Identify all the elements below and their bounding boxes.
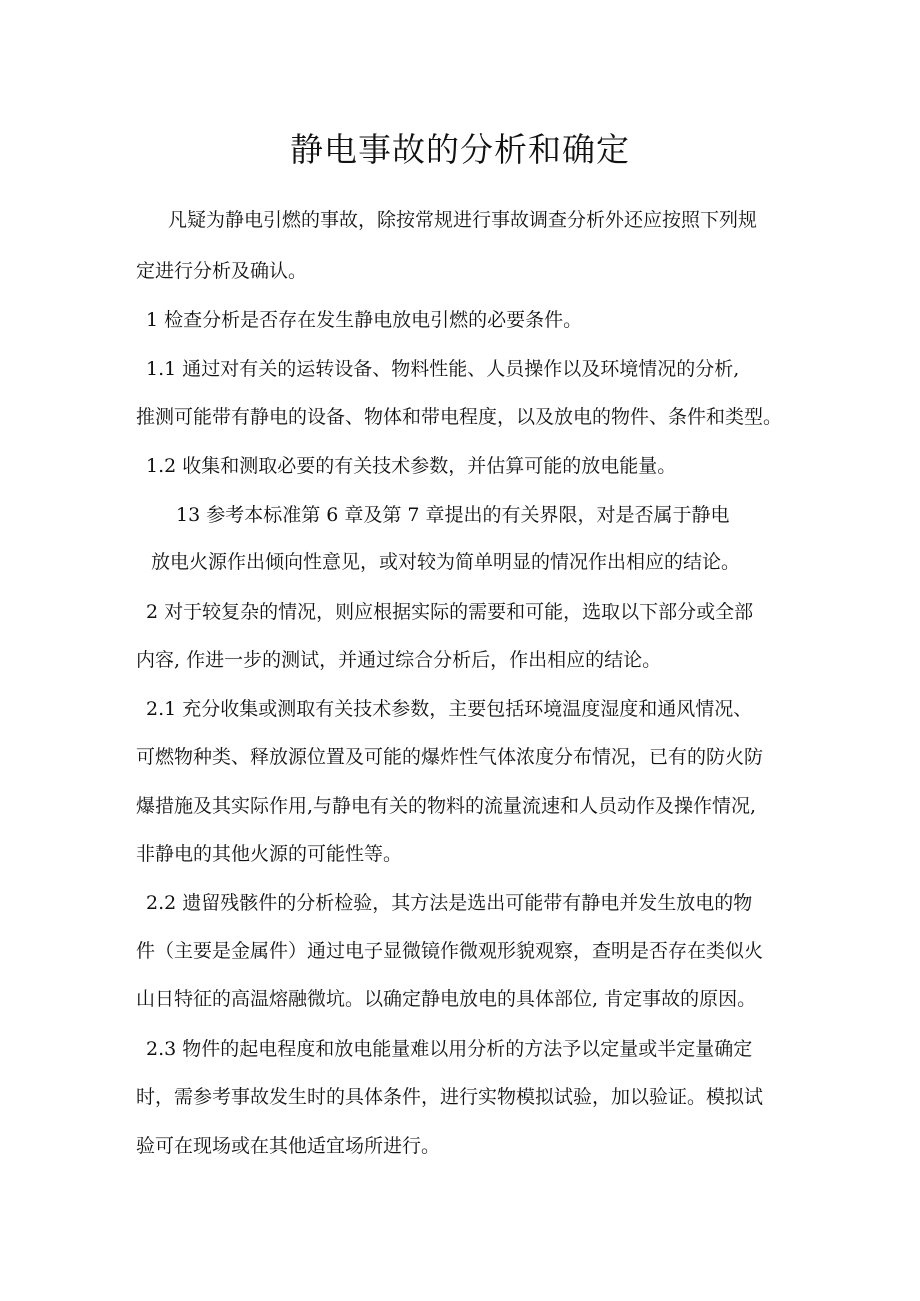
paragraph-line: 非静电的其他火源的可能性等。 [136,843,403,865]
paragraph-line: 验可在现场或在其他适宜场所进行。 [136,1135,441,1157]
page-title: 静电事故的分析和确定 [290,130,630,169]
paragraph-line: 凡疑为静电引燃的事故，除按常规进行事故调查分析外还应按照下列规 [168,209,758,231]
paragraph-line: 件（主要是金属件）通过电子显微镜作微观形貌观察，查明是否存在类似火 [136,940,764,962]
paragraph-line: 2.2 遗留残骸件的分析检验，其方法是选出可能带有静电并发生放电的物 [146,892,753,914]
paragraph-line: 山日特征的高温熔融微坑。以确定静电放电的具体部位, 肯定事故的原因。 [136,988,757,1010]
paragraph-line: 爆措施及其实际作用,与静电有关的物料的流量流速和人员动作及操作情况, [136,795,757,817]
paragraph-line: 1 检查分析是否存在发生静电放电引燃的必要条件。 [146,309,583,331]
paragraph-line: 2.3 物件的起电程度和放电能量难以用分析的方法予以定量或半定量确定 [146,1038,753,1060]
paragraph-line: 1.2 收集和测取必要的有关技术参数，并估算可能的放电能量。 [146,455,677,477]
paragraph-line: 13 参考本标准第 6 章及第 7 章提出的有关界限，对是否属于静电 [176,504,730,526]
paragraph-line: 2 对于较复杂的情况，则应根据实际的需要和可能，选取以下部分或全部 [146,601,754,623]
paragraph-line: 1.1 通过对有关的运转设备、物料性能、人员操作以及环境情况的分析, [146,358,740,380]
paragraph-line: 推测可能带有静电的设备、物体和带电程度，以及放电的物件、条件和类型。 [136,406,783,428]
paragraph-line: 定进行分析及确认。 [136,260,308,282]
paragraph-line: 2.1 充分收集或测取有关技术参数，主要包括环境温度湿度和通风情况、 [146,698,753,720]
paragraph-line: 时，需参考事故发生时的具体条件，进行实物模拟试验，加以验证。模拟试 [136,1086,764,1108]
paragraph-line: 可燃物种类、释放源位置及可能的爆炸性气体浓度分布情况，已有的防火防 [136,746,764,768]
paragraph-line: 放电火源作出倾向性意见，或对较为简单明显的情况作出相应的结论。 [151,551,741,573]
paragraph-line: 内容, 作进一步的测试，并通过综合分析后，作出相应的结论。 [136,649,662,671]
